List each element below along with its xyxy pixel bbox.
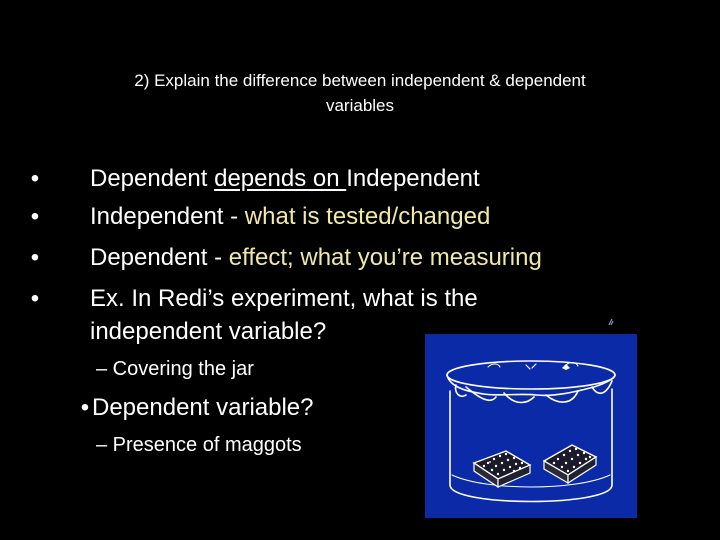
covered-jar-with-meat-icon xyxy=(426,335,636,517)
sub-answer-text: – Covering the jar xyxy=(96,358,254,380)
bullet-1-part-3: Independent xyxy=(346,165,480,192)
bullet-2-highlight: what is tested/changed xyxy=(244,203,491,230)
bullet-text xyxy=(90,244,542,272)
sub-answer-text: – Presence of maggots xyxy=(96,434,302,456)
bullet-3-highlight: effect; what you’re measuring xyxy=(228,244,542,271)
bullet-symbol: • xyxy=(30,165,40,192)
bullet-text xyxy=(90,165,480,193)
bullet-symbol: • xyxy=(30,244,40,271)
jar-illustration xyxy=(425,334,637,518)
title-line-1: 2) Explain the difference between independent & dependent xyxy=(134,71,586,90)
bullet-text xyxy=(90,203,490,231)
bullet-symbol: • xyxy=(80,394,90,421)
bullet-symbol: • xyxy=(30,285,40,312)
bullet-2-part-1: Independent - xyxy=(90,203,245,230)
bullet-symbol: • xyxy=(30,203,40,230)
decorative-speck xyxy=(608,318,614,326)
title-line-2: variables xyxy=(325,96,395,115)
bullet-text: Ex. In Redi’s experiment, what is the xyxy=(90,285,478,312)
bullet-text: independent variable? xyxy=(90,318,327,345)
bullet-1-part-1: Dependent xyxy=(90,165,215,192)
bullet-1-underlined: depends on xyxy=(214,165,347,192)
bullet-3-part-1: Dependent - xyxy=(90,244,229,271)
bullet-text: Dependent variable? xyxy=(92,394,314,421)
